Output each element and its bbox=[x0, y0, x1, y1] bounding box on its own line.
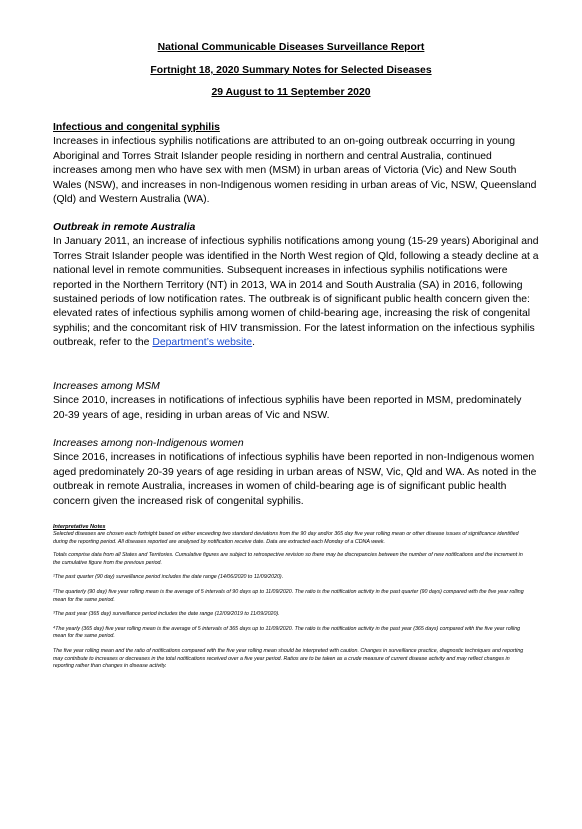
report-subtitle: Fortnight 18, 2020 Summary Notes for Selected Diseases bbox=[150, 65, 432, 76]
remote-text: In January 2011, an increase of infectious syphilis notifications among young (15-29 years) Aboriginal and Torres Strait Islander people was identified in the North West region of Qld, following a steady decline at a national level in remote communities. Subsequent increases in infectious syphilis notifications were reported in the Northern Territory (NT) in 2013, WA in 2014 and South Australia (SA) in 2016, following sustained periods of low notification rates. The outbreak is of significant public health concern given the: elevated rates of infectious syphilis among women of child-bearing age, increasing the risk of congenital syphilis; and the concomitant risk of HIV transmission. For the latest information on the infectious syphilis outbreak, refer to the bbox=[53, 236, 539, 349]
notes-footnote-4: ⁴The yearly (365 day) five year rolling mean is the average of 5 intervals of 365 days up to 11/09/2020. The ratio is the notification activity in the past year (365 days) compared with the five year rolling mean for the same period. bbox=[53, 625, 521, 640]
notes-paragraph: The five year rolling mean and the ratio of notifications compared with the five year rolling mean should be interpreted with caution. Changes in surveillance practice, diagnostic techniques and reporting may contribute to increases or decreases in the total notifications received over a five year period. Ratios are to be taken as a crude measure of current disease activity and may reflect changes in reporting rather than changes in disease activity. bbox=[53, 647, 524, 670]
notes-footnote-2: ²The quarterly (90 day) five year rolling mean is the average of 5 intervals of 90 days up to 11/09/2020. The ratio is the notification activity in the past quarter (90 days) compared with the five year rolling mean for the same period. bbox=[53, 588, 524, 603]
department-website-link[interactable]: Department’s website bbox=[152, 337, 253, 349]
notes-heading: Interpretative Notes bbox=[53, 524, 106, 530]
syphilis-section bbox=[53, 121, 539, 207]
remote-after-link: . bbox=[252, 337, 255, 349]
subsection-heading: Outbreak in remote Australia bbox=[53, 222, 196, 233]
women-section bbox=[53, 437, 539, 509]
subsection-text: Since 2010, increases in notifications of infectious syphilis have been reported in MSM, predominately 20-39 years of age, residing in urban areas of Vic and NSW. bbox=[53, 395, 522, 421]
msm-section bbox=[53, 380, 539, 423]
report-date-range: 29 August to 11 September 2020 bbox=[211, 87, 371, 98]
subsection-text: Since 2016, increases in notifications of infectious syphilis have been reported in non-Indigenous women aged predominately 20-39 years of age residing in urban areas of NSW, Vic, Qld and WA. As noted in the outbreak in remote Australia, increases in women of child-bearing age is of significant public health concern given the increased risk of congenital syphilis. bbox=[53, 452, 537, 507]
notes-paragraph: Selected diseases are chosen each fortnight based on either exceeding two standard deviations from the 90 day and/or 365 day five year rolling mean or other disease issues of significance identified during the reporting period. All diseases reported are analysed by notification receive date. Data are extracted each Monday of a CDNA week. bbox=[53, 531, 519, 545]
notes-paragraph: Totals comprise data from all States and Territories. Cumulative figures are subject to retrospective revision so there may be discrepancies between the number of new notifications and the increment in the cumulative figure from the previous period. bbox=[53, 552, 523, 566]
section-intro: Increases in infectious syphilis notifications are attributed to an on-going outbreak occurring in young Aboriginal and Torres Strait Islander people residing in northern and central Australia, continued increases among men who have sex with men (MSM) in urban areas of Victoria (Vic) and New South Wales (NSW), and increases in non-Indigenous women residing in urban areas of Vic, NSW, Queensland (Qld) and Western Australia (WA). bbox=[53, 136, 537, 206]
notes-footnote-1: ¹The past quarter (90 day) surveillance period includes the date range (14/06/2020 to 11/09/2020). bbox=[53, 574, 284, 581]
report-title: National Communicable Diseases Surveillance Report bbox=[157, 42, 425, 53]
subsection-text bbox=[53, 235, 539, 350]
section-heading: Infectious and congenital syphilis bbox=[53, 122, 220, 133]
interpretative-notes bbox=[53, 523, 531, 671]
subsection-heading: Increases among non-Indigenous women bbox=[53, 438, 244, 449]
subsection-heading: Increases among MSM bbox=[53, 381, 160, 392]
remote-section bbox=[53, 221, 539, 351]
notes-footnote-3: ³The past year (365 day) surveillance period includes the date range (12/09/2019 to 11/09/2020). bbox=[53, 611, 280, 618]
